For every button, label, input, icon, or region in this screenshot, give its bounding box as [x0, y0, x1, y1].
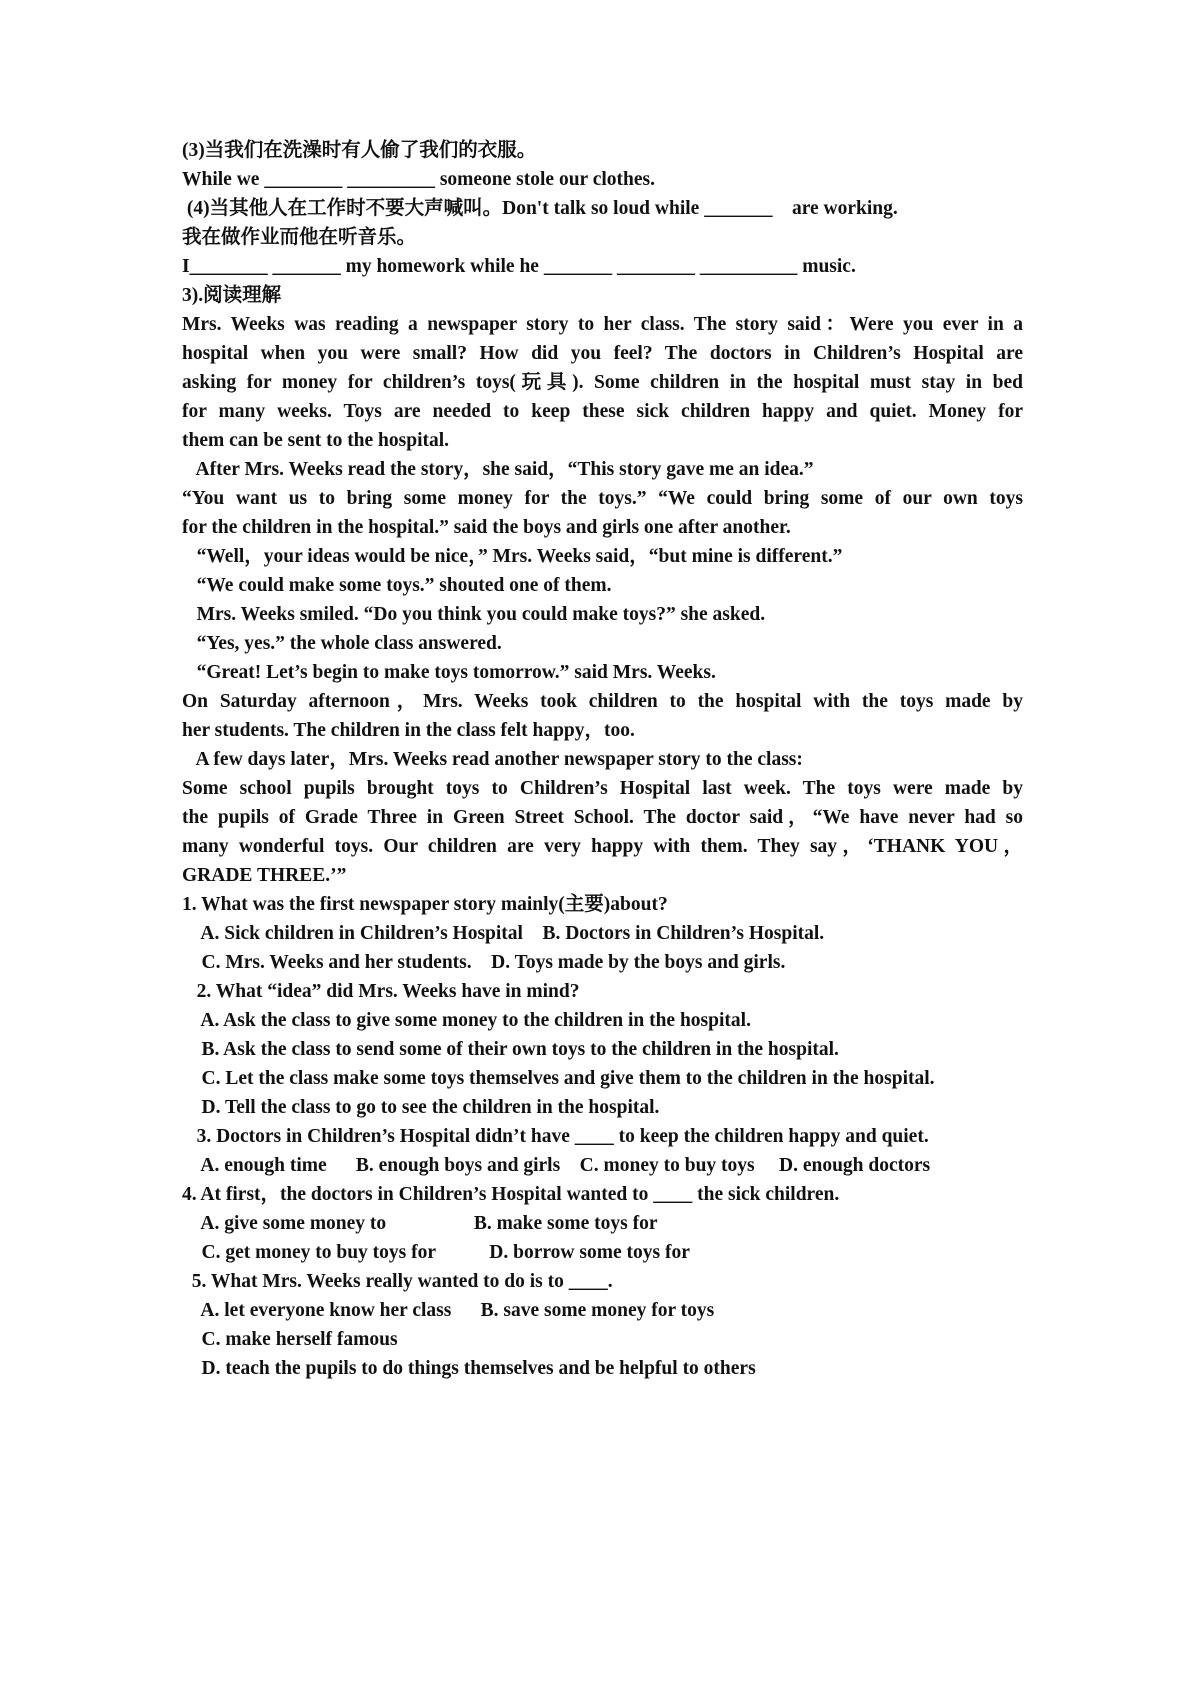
passage-line: “We could make some toys.” shouted one of them.	[182, 575, 612, 596]
question-4: 4. At first，the doctors in Children’s Hospital wanted to ____ the sick children.	[182, 1184, 840, 1205]
passage-line: “Yes, yes.” the whole class answered.	[182, 633, 502, 654]
question-5-options-ab: A. let everyone know her class B. save some money for toys	[182, 1300, 715, 1321]
exercise-5-prompt: 我在做作业而他在听音乐。	[182, 227, 417, 248]
question-3: 3. Doctors in Children’s Hospital didn’t have ____ to keep the children happy and quiet.	[182, 1126, 929, 1147]
question-1-options-ab: A. Sick children in Children’s Hospital B. Doctors in Children’s Hospital.	[182, 923, 825, 944]
passage-line: hospital when you were small? How did you feel? The doctors in Children’s Hospital are	[182, 343, 1023, 364]
passage-line: On Saturday afternoon，Mrs. Weeks took children to the hospital with the toys made by	[182, 691, 1023, 712]
passage-line: her students. The children in the class felt happy，too.	[182, 720, 635, 741]
question-1: 1. What was the first newspaper story mainly(主要)about?	[182, 894, 668, 915]
exercise-4-line: (4)当其他人在工作时不要大声喊叫。Don't talk so loud while _______ are working.	[182, 198, 898, 219]
question-1-options-cd: C. Mrs. Weeks and her students. D. Toys made by the boys and girls.	[182, 952, 786, 973]
question-4-options-cd: C. get money to buy toys for D. borrow some toys for	[182, 1242, 690, 1263]
passage-line: many wonderful toys. Our children are very happy with them. They say，‘THANK YOU，	[182, 836, 1023, 857]
passage-line: A few days later，Mrs. Weeks read another newspaper story to the class:	[182, 749, 803, 770]
exercise-3-sentence: While we ________ _________ someone stole our clothes.	[182, 169, 656, 190]
exercise-3-prompt: (3)当我们在洗澡时有人偷了我们的衣服。	[182, 140, 537, 161]
passage-line: Mrs. Weeks smiled. “Do you think you could make toys?” she asked.	[182, 604, 766, 625]
passage-line: for many weeks. Toys are needed to keep these sick children happy and quiet. Money for	[182, 401, 1023, 422]
question-5: 5. What Mrs. Weeks really wanted to do is to ____.	[182, 1271, 613, 1292]
passage-line: asking for money for children’s toys(玩具). Some children in the hospital must stay in bed	[182, 372, 1023, 393]
passage-line: “Great! Let’s begin to make toys tomorrow.” said Mrs. Weeks.	[182, 662, 716, 683]
question-5-option-d: D. teach the pupils to do things themselves and be helpful to others	[182, 1358, 756, 1379]
exercise-5-sentence: I________ _______ my homework while he _______ ________ __________ music.	[182, 256, 856, 277]
question-3-options: A. enough time B. enough boys and girls C. money to buy toys D. enough doctors	[182, 1155, 931, 1176]
passage-line: Some school pupils brought toys to Children’s Hospital last week. The toys were made by	[182, 778, 1023, 799]
question-2: 2. What “idea” did Mrs. Weeks have in mind?	[182, 981, 580, 1002]
passage-line: for the children in the hospital.” said the boys and girls one after another.	[182, 517, 791, 538]
reading-heading: 3).阅读理解	[182, 285, 282, 306]
passage-line: After Mrs. Weeks read the story，she said，“This story gave me an idea.”	[182, 459, 814, 480]
question-5-option-c: C. make herself famous	[182, 1329, 398, 1350]
question-2-option-b: B. Ask the class to send some of their own toys to the children in the hospital.	[182, 1039, 839, 1060]
question-2-option-d: D. Tell the class to go to see the children in the hospital.	[182, 1097, 660, 1118]
passage-line: Mrs. Weeks was reading a newspaper story to her class. The story said：Were you ever in a	[182, 314, 1023, 335]
passage-line: them can be sent to the hospital.	[182, 430, 450, 451]
passage-line: “You want us to bring some money for the toys.” “We could bring some of our own toys	[182, 488, 1023, 509]
passage-line: the pupils of Grade Three in Green Street School. The doctor said，“We have never had so	[182, 807, 1023, 828]
question-2-option-c: C. Let the class make some toys themselves and give them to the children in the hospital.	[182, 1068, 935, 1089]
question-4-options-ab: A. give some money to B. make some toys for	[182, 1213, 658, 1234]
question-2-option-a: A. Ask the class to give some money to the children in the hospital.	[182, 1010, 751, 1031]
passage-line: GRADE THREE.’”	[182, 865, 347, 886]
passage-line: “Well，your ideas would be nice，” Mrs. Weeks said，“but mine is different.”	[182, 546, 843, 567]
